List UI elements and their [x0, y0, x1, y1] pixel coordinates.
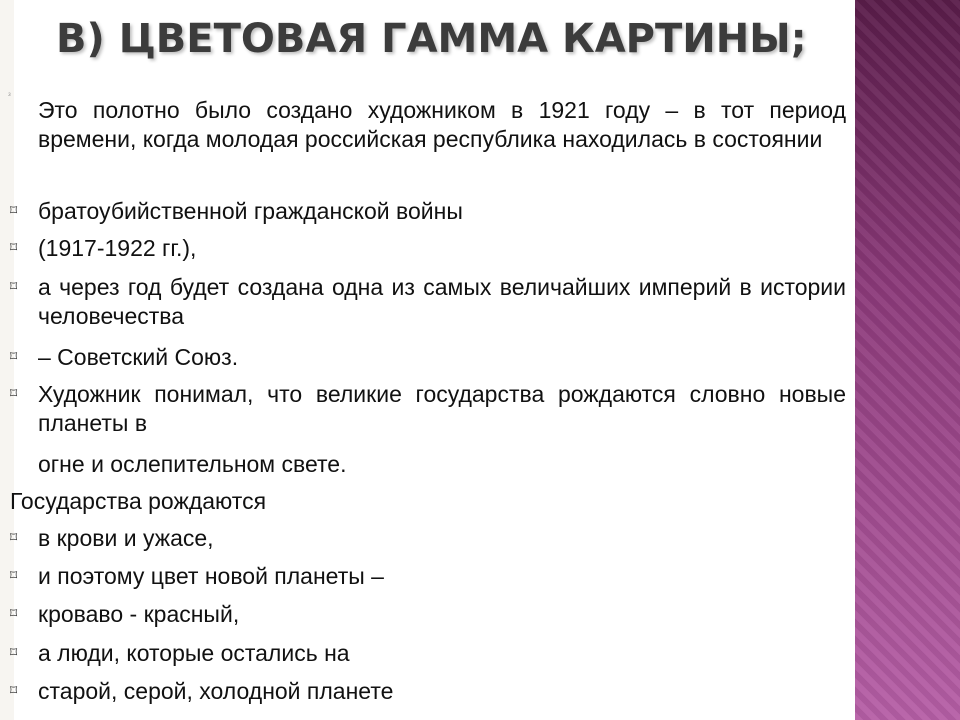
- list-item: старой, серой, холодной планете: [38, 678, 394, 704]
- bullet-icon: ⌑: [10, 386, 18, 402]
- paragraph-1: Это полотно было создано художником в 1921 году – в тот период времени, когда молодая российская республика находилась в состоянии: [38, 97, 846, 152]
- list-item-continuation: огне и ослепительном свете.: [38, 451, 347, 477]
- bullet-icon: ⌑: [10, 568, 18, 584]
- decorative-side-band: [855, 0, 960, 720]
- list-item: и поэтому цвет новой планеты –: [38, 563, 384, 589]
- bullet-icon: ⌑: [10, 683, 18, 699]
- list-item: в крови и ужасе,: [38, 525, 214, 551]
- text-line: Государства рождаются: [10, 488, 267, 514]
- list-item: кроваво - красный,: [38, 601, 240, 627]
- list-item: братоубийственной гражданской войны: [38, 198, 463, 224]
- list-item: Художник понимал, что великие государства рождаются словно новые планеты в: [38, 381, 846, 436]
- bullet-icon: ⌑: [10, 279, 18, 295]
- list-item: (1917-1922 гг.),: [38, 235, 197, 261]
- list-item: а люди, которые остались на: [38, 640, 350, 666]
- paragraph-marker: з: [8, 92, 11, 98]
- slide-title: В) ЦВЕТОВАЯ ГАММА КАРТИНЫ;: [56, 16, 807, 62]
- bullet-icon: ⌑: [10, 349, 18, 365]
- bullet-icon: ⌑: [10, 240, 18, 256]
- bullet-icon: ⌑: [10, 606, 18, 622]
- bullet-icon: ⌑: [10, 645, 18, 661]
- bullet-icon: ⌑: [10, 530, 18, 546]
- list-item: – Советский Союз.: [38, 344, 239, 370]
- list-item: а через год будет создана одна из самых величайших империй в истории человечества: [38, 274, 846, 329]
- bullet-icon: ⌑: [10, 203, 18, 219]
